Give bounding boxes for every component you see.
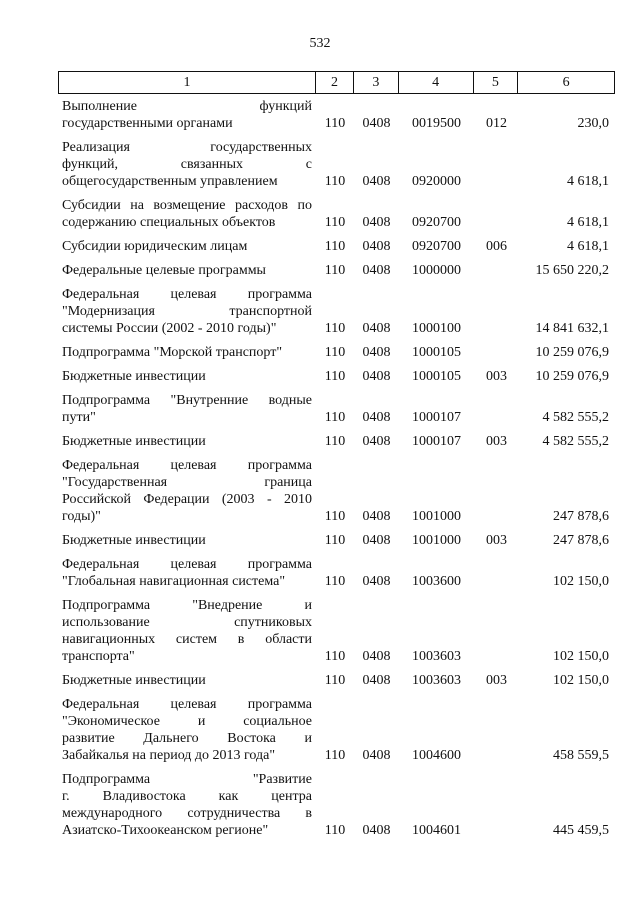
row-code-2: 110 — [324, 434, 346, 449]
description-line: Забайкалья на период до 2013 года" — [62, 748, 276, 763]
row-description — [58, 556, 316, 590]
row-amount: 10 259 076,9 — [535, 369, 609, 384]
table-row — [58, 286, 615, 337]
description-line: "Государственная граница — [62, 475, 312, 490]
row-code-4: 1001000 — [412, 509, 461, 524]
description-line: Федеральная целевая программа — [62, 557, 312, 572]
row-code-4: 1004600 — [412, 748, 461, 763]
row-code-5: 006 — [486, 239, 507, 254]
row-code-2: 110 — [324, 239, 346, 254]
row-code-3: 0408 — [362, 649, 391, 664]
table-row — [58, 696, 615, 764]
description-line: государственными органами — [62, 116, 233, 131]
description-line: Выполнение функций — [62, 99, 312, 114]
row-code-3: 0408 — [362, 410, 391, 425]
row-amount: 14 841 632,1 — [535, 321, 609, 336]
row-code-5: 003 — [486, 533, 507, 548]
description-line: годы)" — [62, 509, 101, 524]
table-row — [58, 238, 615, 255]
row-amount: 247 878,6 — [553, 509, 609, 524]
row-description — [58, 771, 316, 839]
row-code-3: 0408 — [362, 321, 391, 336]
description-line: Бюджетные инвестиции — [62, 434, 206, 449]
row-amount: 4 618,1 — [567, 174, 609, 189]
description-line: Федеральная целевая программа — [62, 458, 312, 473]
row-code-5: 003 — [486, 369, 507, 384]
table-header — [58, 71, 615, 94]
row-amount: 4 582 555,2 — [542, 410, 609, 425]
row-amount: 15 650 220,2 — [535, 263, 609, 278]
row-code-4: 1004601 — [412, 823, 461, 838]
row-amount: 102 150,0 — [553, 673, 609, 688]
row-code-4: 0920700 — [412, 239, 461, 254]
table-row — [58, 197, 615, 231]
row-code-3: 0408 — [362, 509, 391, 524]
table-row — [58, 344, 615, 361]
row-code-4: 1000105 — [412, 345, 461, 360]
row-code-3: 0408 — [362, 748, 391, 763]
row-amount: 10 259 076,9 — [535, 345, 609, 360]
row-amount: 230,0 — [577, 116, 609, 131]
description-line: транспорта" — [62, 649, 135, 664]
header-col-1: 1 — [59, 72, 316, 93]
row-code-3: 0408 — [362, 263, 391, 278]
description-line: Федеральная целевая программа — [62, 287, 312, 302]
row-amount: 4 618,1 — [567, 239, 609, 254]
description-line: Субсидии юридическим лицам — [62, 239, 248, 254]
row-code-2: 110 — [324, 509, 346, 524]
row-code-4: 0920000 — [412, 174, 461, 189]
row-code-3: 0408 — [362, 574, 391, 589]
row-code-3: 0408 — [362, 215, 391, 230]
description-line: Бюджетные инвестиции — [62, 533, 206, 548]
table-row — [58, 771, 615, 839]
row-code-4: 1000107 — [412, 434, 461, 449]
row-code-3: 0408 — [362, 369, 391, 384]
description-line: Федеральные целевые программы — [62, 263, 266, 278]
row-amount: 458 559,5 — [553, 748, 609, 763]
description-line: Азиатско-Тихоокеанском регионе" — [62, 823, 269, 838]
table-row — [58, 392, 615, 426]
table-row — [58, 368, 615, 385]
row-code-5: 003 — [486, 673, 507, 688]
row-code-3: 0408 — [362, 174, 391, 189]
row-code-3: 0408 — [362, 823, 391, 838]
description-line: "Глобальная навигационная система" — [62, 574, 286, 589]
table-row — [58, 433, 615, 450]
table-row — [58, 672, 615, 689]
description-line: Подпрограмма "Внедрение и — [62, 598, 312, 613]
row-code-2: 110 — [324, 345, 346, 360]
row-code-2: 110 — [324, 369, 346, 384]
row-code-4: 1000100 — [412, 321, 461, 336]
description-line: Субсидии на возмещение расходов по — [62, 198, 312, 213]
row-code-2: 110 — [324, 321, 346, 336]
header-col-3: 3 — [354, 72, 399, 93]
row-code-2: 110 — [324, 673, 346, 688]
row-code-4: 1003600 — [412, 574, 461, 589]
description-line: пути" — [62, 410, 96, 425]
row-code-3: 0408 — [362, 533, 391, 548]
row-code-4: 1003603 — [412, 649, 461, 664]
row-amount: 445 459,5 — [553, 823, 609, 838]
row-description — [58, 392, 316, 426]
row-description — [58, 286, 316, 337]
description-line: Подпрограмма "Развитие — [62, 772, 312, 787]
table-row — [58, 532, 615, 549]
row-description — [58, 368, 316, 385]
row-code-2: 110 — [324, 215, 346, 230]
row-code-2: 110 — [324, 533, 346, 548]
description-line: международного сотрудничества в — [62, 806, 312, 821]
description-line: Российской Федерации (2003 - 2010 — [62, 492, 312, 507]
row-description — [58, 597, 316, 665]
row-code-3: 0408 — [362, 345, 391, 360]
header-col-5: 5 — [474, 72, 519, 93]
header-col-4: 4 — [399, 72, 474, 93]
description-line: "Экономическое и социальное — [62, 714, 312, 729]
row-code-2: 110 — [324, 574, 346, 589]
table-row — [58, 262, 615, 279]
row-amount: 102 150,0 — [553, 574, 609, 589]
row-code-3: 0408 — [362, 239, 391, 254]
header-col-6: 6 — [562, 75, 570, 90]
row-code-4: 1001000 — [412, 533, 461, 548]
row-amount: 4 582 555,2 — [542, 434, 609, 449]
header-col-2: 2 — [316, 72, 354, 93]
description-line: Бюджетные инвестиции — [62, 369, 206, 384]
row-description — [58, 672, 316, 689]
row-amount: 102 150,0 — [553, 649, 609, 664]
description-line: функций, связанных с — [62, 157, 312, 172]
description-line: г. Владивостока как центра — [62, 789, 312, 804]
row-code-4: 1003603 — [412, 673, 461, 688]
row-code-3: 0408 — [362, 116, 391, 131]
row-description — [58, 532, 316, 549]
description-line: содержанию специальных объектов — [62, 215, 276, 230]
description-line: Федеральная целевая программа — [62, 697, 312, 712]
row-description — [58, 238, 316, 255]
row-code-4: 0920700 — [412, 215, 461, 230]
row-code-2: 110 — [324, 410, 346, 425]
row-description — [58, 262, 316, 279]
description-line: использование спутниковых — [62, 615, 312, 630]
row-code-4: 0019500 — [412, 116, 461, 131]
row-code-2: 110 — [324, 174, 346, 189]
description-line: Подпрограмма "Внутренние водные — [62, 393, 312, 408]
description-line: Подпрограмма "Морской транспорт" — [62, 345, 283, 360]
row-description — [58, 457, 316, 525]
page-number: 532 — [309, 36, 331, 51]
row-code-5: 012 — [486, 116, 507, 131]
row-code-4: 1000000 — [412, 263, 461, 278]
row-code-3: 0408 — [362, 434, 391, 449]
description-line: общегосударственным управлением — [62, 174, 278, 189]
table-body — [58, 98, 615, 846]
row-code-2: 110 — [324, 263, 346, 278]
table-row — [58, 139, 615, 190]
row-description — [58, 139, 316, 190]
description-line: системы России (2002 - 2010 годы)" — [62, 321, 277, 336]
row-amount: 247 878,6 — [553, 533, 609, 548]
row-code-4: 1000105 — [412, 369, 461, 384]
row-amount: 4 618,1 — [567, 215, 609, 230]
description-line: навигационных систем в области — [62, 632, 312, 647]
row-description — [58, 344, 316, 361]
table-row — [58, 98, 615, 132]
table-row — [58, 457, 615, 525]
row-code-2: 110 — [324, 823, 346, 838]
row-code-5: 003 — [486, 434, 507, 449]
row-description — [58, 197, 316, 231]
row-description — [58, 433, 316, 450]
row-code-2: 110 — [324, 116, 346, 131]
row-code-2: 110 — [324, 649, 346, 664]
table-row — [58, 597, 615, 665]
description-line: Реализация государственных — [62, 140, 312, 155]
row-description — [58, 98, 316, 132]
table-row — [58, 556, 615, 590]
description-line: "Модернизация транспортной — [62, 304, 312, 319]
row-description — [58, 696, 316, 764]
row-code-4: 1000107 — [412, 410, 461, 425]
row-code-3: 0408 — [362, 673, 391, 688]
row-code-2: 110 — [324, 748, 346, 763]
description-line: развитие Дальнего Востока и — [62, 731, 312, 746]
description-line: Бюджетные инвестиции — [62, 673, 206, 688]
